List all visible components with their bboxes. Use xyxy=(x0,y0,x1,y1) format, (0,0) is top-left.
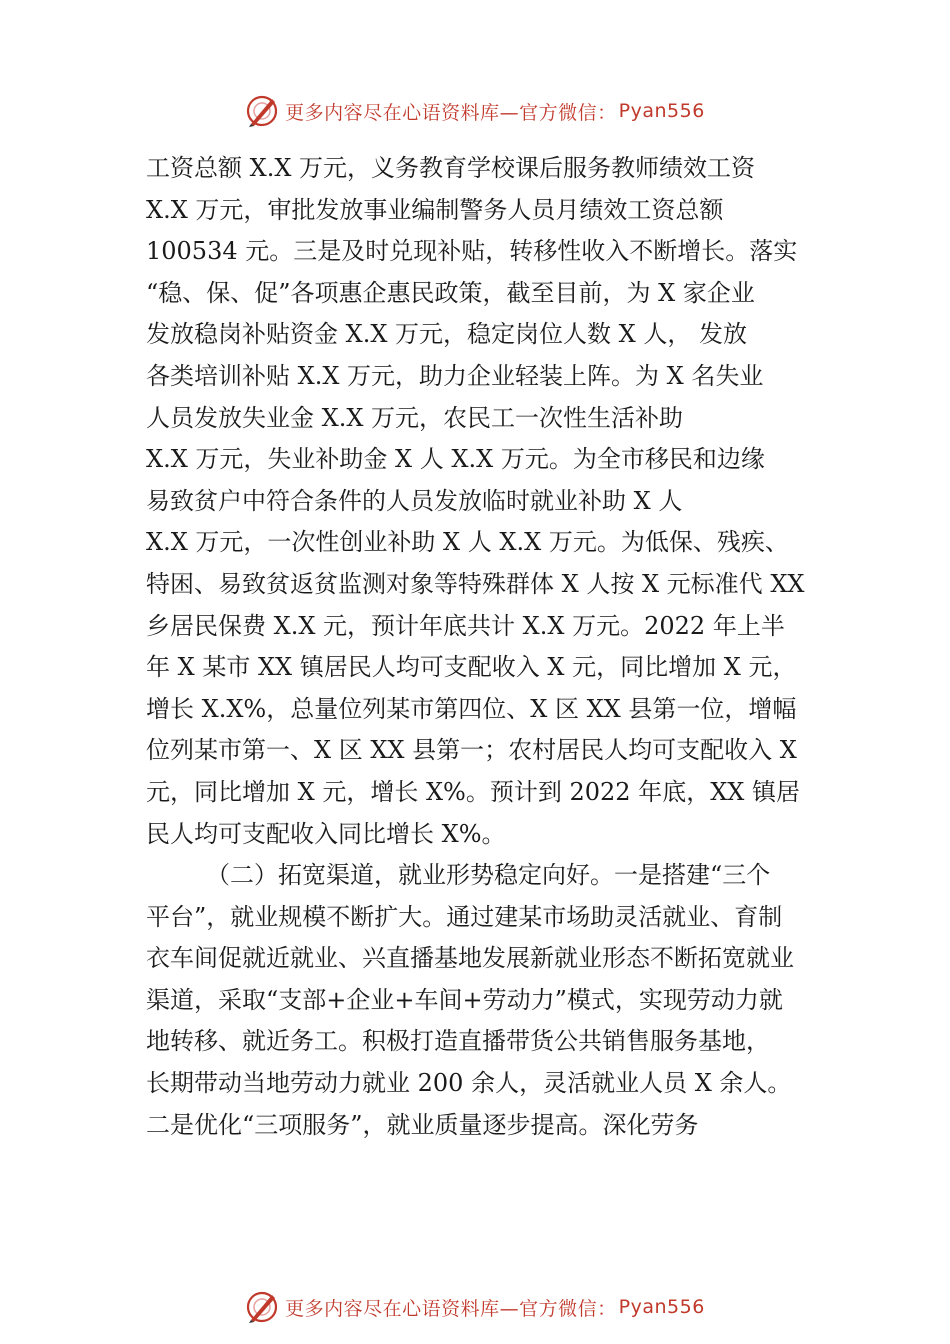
header-banner xyxy=(0,94,950,128)
pen-logo-icon xyxy=(245,1290,279,1324)
text-line: 特困、易致贫返贫监测对象等特殊群体 X 人按 X 元标准代 XX xyxy=(146,569,805,598)
text-line: 乡居民保费 X.X 元，预计年底共计 X.X 万元。2022 年上半 xyxy=(146,611,785,640)
text-line: 易致贫户中符合条件的人员发放临时就业补助 X 人 xyxy=(146,486,683,515)
text-line: 平台”，就业规模不断扩大。通过建某市场助灵活就业、育制 xyxy=(146,902,783,931)
text-line: 元，同比增加 X 元，增长 X%。预计到 2022 年底，XX 镇居 xyxy=(146,777,800,806)
text-line: 发放稳岗补贴资金 X.X 万元，稳定岗位人数 X 人， 发放 xyxy=(146,320,748,349)
text-line: 地转移、就近务工。积极打造直播带货公共销售服务基地， xyxy=(146,1027,770,1056)
footer-banner xyxy=(0,1290,950,1324)
text-line: 衣车间促就近就业、兴直播基地发展新就业形态不断拓宽就业 xyxy=(146,944,794,973)
text-line: “稳、保、促”各项惠企惠民政策，截至目前，为 X 家企业 xyxy=(146,278,755,307)
footer-banner-text: 更多内容尽在心语资料库—官方微信： xyxy=(285,1297,617,1320)
text-line: 增长 X.X%，总量位列某市第四位、X 区 XX 县第一位，增幅 xyxy=(146,694,797,723)
document-body xyxy=(146,148,816,1146)
text-line: 各类培训补贴 X.X 万元，助力企业轻装上阵。为 X 名失业 xyxy=(146,361,764,390)
text-line: X.X 万元，审批发放事业编制警务人员月绩效工资总额 xyxy=(146,195,724,224)
text-line: 长期带动当地劳动力就业 200 余人，灵活就业人员 X 余人。 xyxy=(146,1069,792,1098)
pen-logo-icon xyxy=(245,94,279,128)
text-line: X.X 万元，一次性创业补助 X 人 X.X 万元。为低保、残疾、 xyxy=(146,528,789,557)
text-line: 渠道，采取“支部+企业+车间+劳动力”模式，实现劳动力就 xyxy=(146,985,783,1014)
text-line: 年 X 某市 XX 镇居民人均可支配收入 X 元，同比增加 X 元， xyxy=(146,653,797,682)
text-line: 民人均可支配收入同比增长 X%。 xyxy=(146,819,506,848)
header-banner-text: 更多内容尽在心语资料库—官方微信： xyxy=(285,101,617,124)
text-line: 100534 元。三是及时兑现补贴，转移性收入不断增长。落实 xyxy=(146,237,798,266)
text-line: X.X 万元，失业补助金 X 人 X.X 万元。为全市移民和边缘 xyxy=(146,445,765,474)
section-heading-line: （二）拓宽渠道，就业形势稳定向好。一是搭建“三个 xyxy=(206,861,771,890)
text-line: 人员发放失业金 X.X 万元，农民工一次性生活补助 xyxy=(146,403,684,432)
text-line: 工资总额 X.X 万元，义务教育学校课后服务教师绩效工资 xyxy=(146,154,756,182)
text-line: 二是优化“三项服务”，就业质量逐步提高。深化劳务 xyxy=(146,1110,699,1139)
footer-wechat-id: Pyan556 xyxy=(618,1296,705,1318)
header-wechat-id: Pyan556 xyxy=(618,100,705,122)
text-line: 位列某市第一、X 区 XX 县第一；农村居民人均可支配收入 X xyxy=(146,736,797,765)
